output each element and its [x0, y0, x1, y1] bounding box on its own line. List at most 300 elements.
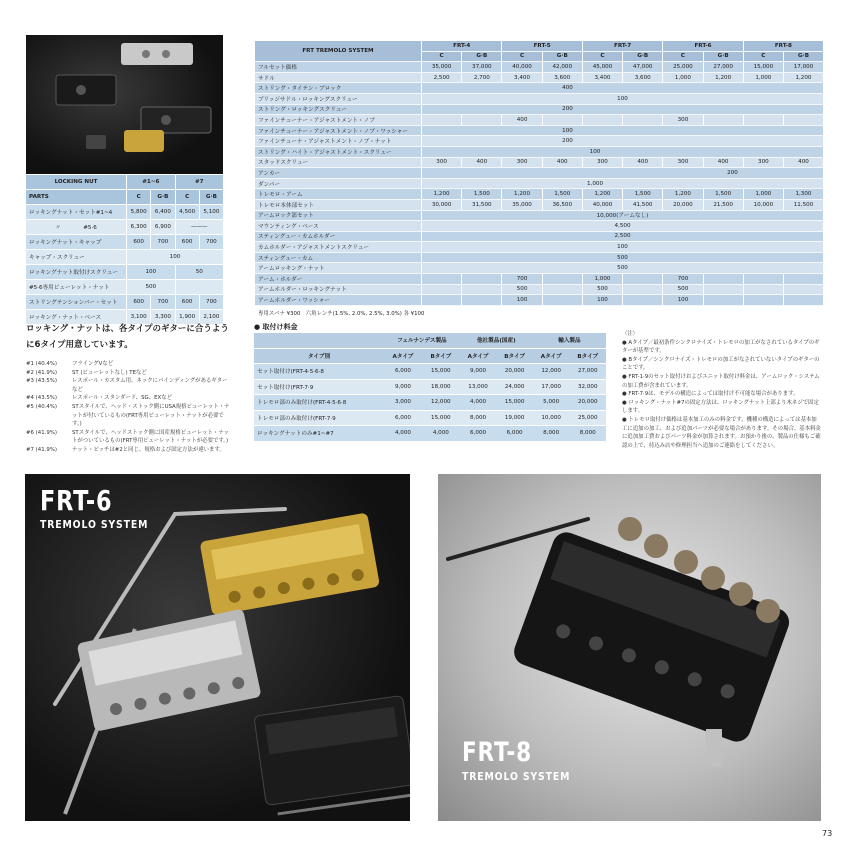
- price: 100: [422, 125, 824, 136]
- subheader: C: [743, 51, 783, 62]
- price: 2,100: [199, 310, 223, 325]
- part-name: ストリング・タイテン・ブロック: [255, 83, 422, 94]
- header-gb: G·B: [151, 190, 175, 205]
- price: 400: [462, 157, 502, 168]
- table-row: [255, 274, 823, 285]
- locking-nut-title: LOCKING NUT: [26, 175, 127, 190]
- fee-price: 18,000: [422, 379, 460, 395]
- nut-type-id: #3 (43.5%): [26, 378, 57, 385]
- price: 700: [502, 274, 542, 285]
- list-item: [26, 394, 231, 403]
- table-row: [26, 235, 223, 250]
- fee-price: 6,000: [460, 426, 497, 442]
- fee-price: 15,000: [496, 395, 533, 411]
- table-row: [26, 250, 223, 265]
- part-name: アームロック部セット: [255, 210, 422, 221]
- frt-footnote: 専用スパナ ¥300 六角レンチ(1.5%, 2.0%, 2.5%, 3.0%) 各 ¥100: [258, 311, 425, 317]
- fee-price: 6,000: [496, 426, 533, 442]
- fee-price: 32,000: [569, 379, 606, 395]
- price: 35,000: [502, 199, 542, 210]
- col-group-1-6: #1~6: [127, 175, 175, 190]
- note-item: ● FRT-1·9のセット取付けおよびユニット取付け料金は、アームロック・システムの加工費が含まれています。: [622, 373, 820, 389]
- locking-nut-photo: [26, 35, 223, 174]
- price: 700: [663, 274, 703, 285]
- price: [462, 274, 502, 285]
- price: 300: [582, 157, 622, 168]
- nut-type-desc: ST (ビューレットなし) TEなど: [72, 369, 147, 376]
- price: [623, 284, 663, 295]
- part-name: #5·6専用ビューレット・ナット: [26, 280, 127, 295]
- price: 1,200: [783, 72, 823, 83]
- table-row: [254, 364, 606, 380]
- part-name: サドル: [255, 72, 422, 83]
- list-item: [26, 360, 231, 369]
- nut-type-id: #4 (43.5%): [26, 395, 57, 402]
- price: [743, 115, 783, 126]
- price: 500: [663, 284, 703, 295]
- price: 50: [175, 265, 223, 280]
- subheader: C: [422, 51, 462, 62]
- group-header: 他社製品(国産): [460, 333, 533, 348]
- price: 1,500: [703, 189, 743, 200]
- price: 41,500: [623, 199, 663, 210]
- price: [542, 115, 582, 126]
- price: 6,400: [151, 205, 175, 220]
- model-header: FRT-5: [502, 41, 582, 51]
- price: 500: [502, 284, 542, 295]
- price: 200: [422, 136, 824, 147]
- part-name: アンカー: [255, 168, 422, 179]
- fee-price: 4,000: [422, 426, 460, 442]
- part-name: アームホルダー・ロッキングナット: [255, 284, 422, 295]
- price: 100: [127, 250, 223, 265]
- subheader: Aタイプ: [533, 348, 570, 364]
- frt8-subtitle: TREMOLO SYSTEM: [462, 770, 571, 783]
- table-row: [26, 205, 223, 220]
- price: 10,000: [743, 199, 783, 210]
- fee-price: 3,000: [384, 395, 422, 411]
- table-row: [254, 426, 606, 442]
- fee-price: 20,000: [496, 364, 533, 380]
- subheader: Aタイプ: [460, 348, 497, 364]
- table-row: [255, 231, 823, 242]
- price: 600: [175, 235, 199, 250]
- table-row: [26, 280, 223, 295]
- list-item: [26, 369, 231, 378]
- fee-price: 6,000: [384, 364, 422, 380]
- table-row: [255, 83, 823, 94]
- frt6-title: FRT-6: [40, 484, 113, 517]
- table-row: [255, 136, 823, 147]
- note-item: ● Aタイプ／最初条件シンクロナイズ・トレモロの加工がなされているタイプのギターが基準です。: [622, 339, 820, 355]
- fee-price: 9,000: [460, 364, 497, 380]
- price: [743, 284, 783, 295]
- price: 700: [151, 235, 175, 250]
- part-name: ファインチューナー・アジャストメント・ノブ: [255, 115, 422, 126]
- list-item: [26, 403, 231, 429]
- price: 40,000: [502, 62, 542, 73]
- part-name: ロッキング・ナット・ベース: [26, 310, 127, 325]
- table-row: [26, 295, 223, 310]
- nut-type-id: #1 (40.4%): [26, 361, 57, 367]
- price: 600: [127, 295, 151, 310]
- price: 1,300: [783, 189, 823, 200]
- price: 15,000: [743, 62, 783, 73]
- fee-type: トレモロ部のみ取付け(FRT-7·9: [254, 410, 384, 426]
- table-row: [255, 178, 823, 189]
- part-name: アームホルダー・ワッシャー: [255, 295, 422, 306]
- fee-price: 17,000: [533, 379, 570, 395]
- note-item: ● FRT-7·9は、モデルの構造によっては取付け不可能な場合があります。: [622, 391, 799, 398]
- price: 100: [422, 242, 824, 253]
- price: 36,500: [542, 199, 582, 210]
- price: [462, 115, 502, 126]
- price: 47,000: [623, 62, 663, 73]
- price: [703, 274, 743, 285]
- price: 300: [743, 157, 783, 168]
- price: 400: [422, 83, 824, 94]
- nut-type-desc: フライングVなど: [72, 361, 114, 367]
- price: 1,000: [743, 72, 783, 83]
- fee-table-body: [254, 364, 606, 442]
- part-name: トレモロ・アーム: [255, 189, 422, 200]
- table-row: [255, 62, 823, 73]
- part-name: ファインチューナ・アジャストメント・ノブ・ナット: [255, 136, 422, 147]
- price: 300: [422, 157, 462, 168]
- price: 3,400: [582, 72, 622, 83]
- nut-type-desc: ナット・ピッチは#2と同じ、規格および固定方法が違います。: [72, 446, 225, 453]
- part-name: ブリッジサドル・ロッキングスクリュー: [255, 93, 422, 104]
- price: [783, 274, 823, 285]
- price: [422, 115, 462, 126]
- price: 3,100: [127, 310, 151, 325]
- price: 500: [422, 252, 824, 263]
- subheader: タイプ別: [254, 348, 384, 364]
- table-row: [255, 199, 823, 210]
- table-row: [255, 252, 823, 263]
- price: 45,000: [582, 62, 622, 73]
- price: 600: [127, 235, 151, 250]
- note-item: ● トレモロ取付け価格は基本加工のみの料金です。機種の構造によっては基本加工に追加の加工、および追加パーツが必要な場合があります。その場合、基本料金に追加加工費およびパーツ料金が加算されます。お預かり後の、製品の仕様もご確認の上で、持込み店や修理担当へ追加のご連絡をしてください。: [622, 416, 821, 449]
- price: [582, 115, 622, 126]
- group-header: フェルナンデス製品: [384, 333, 460, 348]
- price: 4,500: [422, 221, 824, 232]
- table-row: [255, 242, 823, 253]
- price: 100: [502, 295, 542, 306]
- part-name: アーム・ホルダー: [255, 274, 422, 285]
- note-item: ● Bタイプ／シンクロナイズ・トレモロの加工がなされていないタイプのギターのことです。: [622, 356, 820, 372]
- price: 6,900: [151, 220, 175, 235]
- fee-type: トレモロ部のみ取付け(FRT-4·5·6·8: [254, 395, 384, 411]
- price: 1,000: [582, 274, 622, 285]
- subheader: C: [663, 51, 703, 62]
- price: [783, 115, 823, 126]
- part-name: 〃 #5·6: [26, 220, 127, 235]
- part-name: ロッキングナット取付けスクリュー: [26, 265, 127, 280]
- table-row: [254, 379, 606, 395]
- part-name: マウンティング・ベース: [255, 221, 422, 232]
- price: 25,000: [663, 62, 703, 73]
- nut-type-id: #5 (40.4%): [26, 403, 57, 410]
- table-row: [255, 210, 823, 221]
- price: 27,000: [703, 62, 743, 73]
- subheader: G·B: [783, 51, 823, 62]
- fee-price: 12,000: [533, 364, 570, 380]
- installation-fee-table: [254, 333, 606, 442]
- price: 1,200: [422, 189, 462, 200]
- table-row: [255, 93, 823, 104]
- nut-type-id: #6 (41.9%): [26, 429, 57, 436]
- frt-table-body: [255, 62, 823, 306]
- price: 700: [151, 295, 175, 310]
- list-item: [26, 429, 231, 446]
- price: 2,500: [422, 231, 824, 242]
- table-row: [255, 72, 823, 83]
- empty-cell: [175, 280, 223, 295]
- fee-price: 4,000: [384, 426, 422, 442]
- nut-type-desc: STスタイルで、ヘッド・ストック側にUSA規格ビューレット・ナットが付いているもの(FRT専用ビューレット・ナットが必要です。): [72, 403, 230, 428]
- nut-type-id: #2 (41.9%): [26, 369, 57, 376]
- col-group-7: #7: [175, 175, 223, 190]
- price: 6,300: [127, 220, 151, 235]
- price: 35,000: [422, 62, 462, 73]
- price: [743, 295, 783, 306]
- table-row: [255, 146, 823, 157]
- fee-price: 12,000: [422, 395, 460, 411]
- header-c: C: [175, 190, 199, 205]
- price: 300: [663, 115, 703, 126]
- price: ———: [175, 220, 223, 235]
- price: 700: [199, 295, 223, 310]
- price: 1,500: [542, 189, 582, 200]
- price: [703, 115, 743, 126]
- model-header: FRT-6: [663, 41, 743, 51]
- table-row: [255, 115, 823, 126]
- notes-block: [622, 330, 822, 450]
- nut-type-desc: STスタイルで、ヘッドストック側に国産規格ビューレット・ナットがついているもの(FRT専用ビューレット・ナットが必要です。): [72, 429, 229, 445]
- price: 10,000(アームなし): [422, 210, 824, 221]
- subheader: Bタイプ: [569, 348, 606, 364]
- price: [542, 284, 582, 295]
- fee-price: 4,000: [460, 395, 497, 411]
- price: 1,500: [623, 189, 663, 200]
- price: [623, 115, 663, 126]
- price: [462, 284, 502, 295]
- subheader: Bタイプ: [496, 348, 533, 364]
- table-row: [254, 395, 606, 411]
- fee-price: 25,000: [569, 410, 606, 426]
- price: [422, 295, 462, 306]
- price: [703, 284, 743, 295]
- nut-types-heading: ロッキング・ナットは、各タイプのギターに合うように6タイプ用意しています。: [26, 324, 229, 350]
- frt8-photo-art: [438, 474, 821, 821]
- price: [422, 284, 462, 295]
- table-row: [255, 189, 823, 200]
- fee-price: 10,000: [533, 410, 570, 426]
- subheader: Bタイプ: [422, 348, 460, 364]
- price: 30,000: [422, 199, 462, 210]
- list-item: [26, 377, 231, 394]
- fee-price: 27,000: [569, 364, 606, 380]
- price: 400: [703, 157, 743, 168]
- price: [623, 295, 663, 306]
- table-row: [255, 263, 823, 274]
- frt8-title: FRT-8: [462, 737, 532, 768]
- fee-price: 15,000: [422, 410, 460, 426]
- subheader: Aタイプ: [384, 348, 422, 364]
- model-header: FRT-7: [582, 41, 662, 51]
- price: 700: [199, 235, 223, 250]
- subheader: G·B: [623, 51, 663, 62]
- price: 3,600: [623, 72, 663, 83]
- nut-type-desc: レスポール・カスタム用、ネックにバインディングがあるギターなど: [72, 378, 228, 393]
- parts-header: PARTS: [26, 190, 127, 205]
- fee-price: 8,000: [460, 410, 497, 426]
- part-name: スティングュー・カム: [255, 252, 422, 263]
- model-header: FRT-4: [422, 41, 502, 51]
- fee-price: 20,000: [569, 395, 606, 411]
- price: 2,700: [462, 72, 502, 83]
- table-row: [254, 410, 606, 426]
- group-header: 輸入製品: [533, 333, 606, 348]
- table-row: [255, 284, 823, 295]
- fee-price: 19,000: [496, 410, 533, 426]
- frt6-subtitle: TREMOLO SYSTEM: [40, 518, 149, 531]
- nut-types-list: [26, 360, 231, 455]
- part-name: スティングュー・カムホルダー: [255, 231, 422, 242]
- fee-type: セット取付け(FRT-4·5·6·8: [254, 364, 384, 380]
- price: 1,000: [422, 178, 824, 189]
- price: 1,000: [663, 72, 703, 83]
- price: 1,000: [743, 189, 783, 200]
- price: 3,300: [151, 310, 175, 325]
- price: 100: [422, 146, 824, 157]
- price: [462, 295, 502, 306]
- subheader: G·B: [462, 51, 502, 62]
- fee-price: 5,000: [533, 395, 570, 411]
- price: 400: [502, 115, 542, 126]
- header-c: C: [127, 190, 151, 205]
- fee-price: 8,000: [569, 426, 606, 442]
- locking-nut-table: [26, 175, 223, 325]
- price: 500: [582, 284, 622, 295]
- fee-price: 13,000: [460, 379, 497, 395]
- header-gb: G·B: [199, 190, 223, 205]
- fee-price: 6,000: [384, 410, 422, 426]
- part-name: ストリングテンションバー・セット: [26, 295, 127, 310]
- fee-price: 15,000: [422, 364, 460, 380]
- table-row: [255, 104, 823, 115]
- price: 5,100: [199, 205, 223, 220]
- frt8-photo-panel: [438, 474, 821, 821]
- price: 1,200: [703, 72, 743, 83]
- fee-type: セット取付け(FRT-7·9: [254, 379, 384, 395]
- price: [743, 274, 783, 285]
- price: 3,600: [542, 72, 582, 83]
- part-name: フルセット価格: [255, 62, 422, 73]
- part-name: ロッキングナット・セット#1~4: [26, 205, 127, 220]
- price: 200: [422, 168, 824, 179]
- price: 200: [422, 104, 824, 115]
- price: 3,400: [502, 72, 542, 83]
- part-name: スタッドスクリュー: [255, 157, 422, 168]
- part-name: キャップ・スクリュー: [26, 250, 127, 265]
- fee-price: 8,000: [533, 426, 570, 442]
- part-name: カムホルダー・アジャストメントスクリュー: [255, 242, 422, 253]
- model-header: FRT-8: [743, 41, 823, 51]
- price: 100: [422, 93, 824, 104]
- price: 20,000: [663, 199, 703, 210]
- nut-type-id: #7 (41.9%): [26, 446, 57, 453]
- table-row: [26, 220, 223, 235]
- frt6-photo-panel: [25, 474, 410, 821]
- price: 600: [175, 295, 199, 310]
- price: [542, 274, 582, 285]
- price: 300: [663, 157, 703, 168]
- price: 400: [783, 157, 823, 168]
- nut-type-desc: レスポール・スタンダード、SG、EXなど: [72, 395, 172, 402]
- price: [703, 295, 743, 306]
- table-row: [26, 265, 223, 280]
- list-item: [26, 446, 231, 455]
- price: 11,500: [783, 199, 823, 210]
- price: 42,000: [542, 62, 582, 73]
- subheader: G·B: [542, 51, 582, 62]
- price: [623, 274, 663, 285]
- frt-tremolo-table: [255, 41, 823, 306]
- price: 37,000: [462, 62, 502, 73]
- price: 1,500: [462, 189, 502, 200]
- part-name: ダンパー: [255, 178, 422, 189]
- part-name: アームロッキング・ナット: [255, 263, 422, 274]
- price: 5,800: [127, 205, 151, 220]
- notes-label: 〈注〉: [622, 331, 639, 337]
- price: 500: [127, 280, 175, 295]
- note-item: ● ロッキング・ナット#7の固定方法は、ロッキングナット上部より木ネジで固定します。: [622, 399, 819, 415]
- price: [422, 274, 462, 285]
- part-name: ロッキングナット・キャップ: [26, 235, 127, 250]
- fee-title: ● 取付け料金: [254, 323, 298, 331]
- price: 400: [623, 157, 663, 168]
- price: 2,500: [422, 72, 462, 83]
- price: [783, 284, 823, 295]
- subheader: C: [582, 51, 622, 62]
- price: 1,200: [502, 189, 542, 200]
- table-row: [255, 295, 823, 306]
- price: 40,000: [582, 199, 622, 210]
- table-row: [255, 168, 823, 179]
- subheader: G·B: [703, 51, 743, 62]
- price: 300: [502, 157, 542, 168]
- price: 31,500: [462, 199, 502, 210]
- table-row: [255, 125, 823, 136]
- fee-price: 9,000: [384, 379, 422, 395]
- table-row: [255, 221, 823, 232]
- part-name: ファインチューナー・アジャストメント・ノブ・ワッシャー: [255, 125, 422, 136]
- page-number: 73: [822, 829, 833, 838]
- price: 4,500: [175, 205, 199, 220]
- price: 100: [663, 295, 703, 306]
- subheader: C: [502, 51, 542, 62]
- fee-type: ロッキングナットのみ#1~#7: [254, 426, 384, 442]
- price: 17,000: [783, 62, 823, 73]
- price: 400: [542, 157, 582, 168]
- part-name: ストリング・ハイト・アジャストメント・スクリュー: [255, 146, 422, 157]
- part-name: ストリング・ロッキングスクリュー: [255, 104, 422, 115]
- price: 100: [127, 265, 175, 280]
- fee-price: 24,000: [496, 379, 533, 395]
- table-row: [255, 157, 823, 168]
